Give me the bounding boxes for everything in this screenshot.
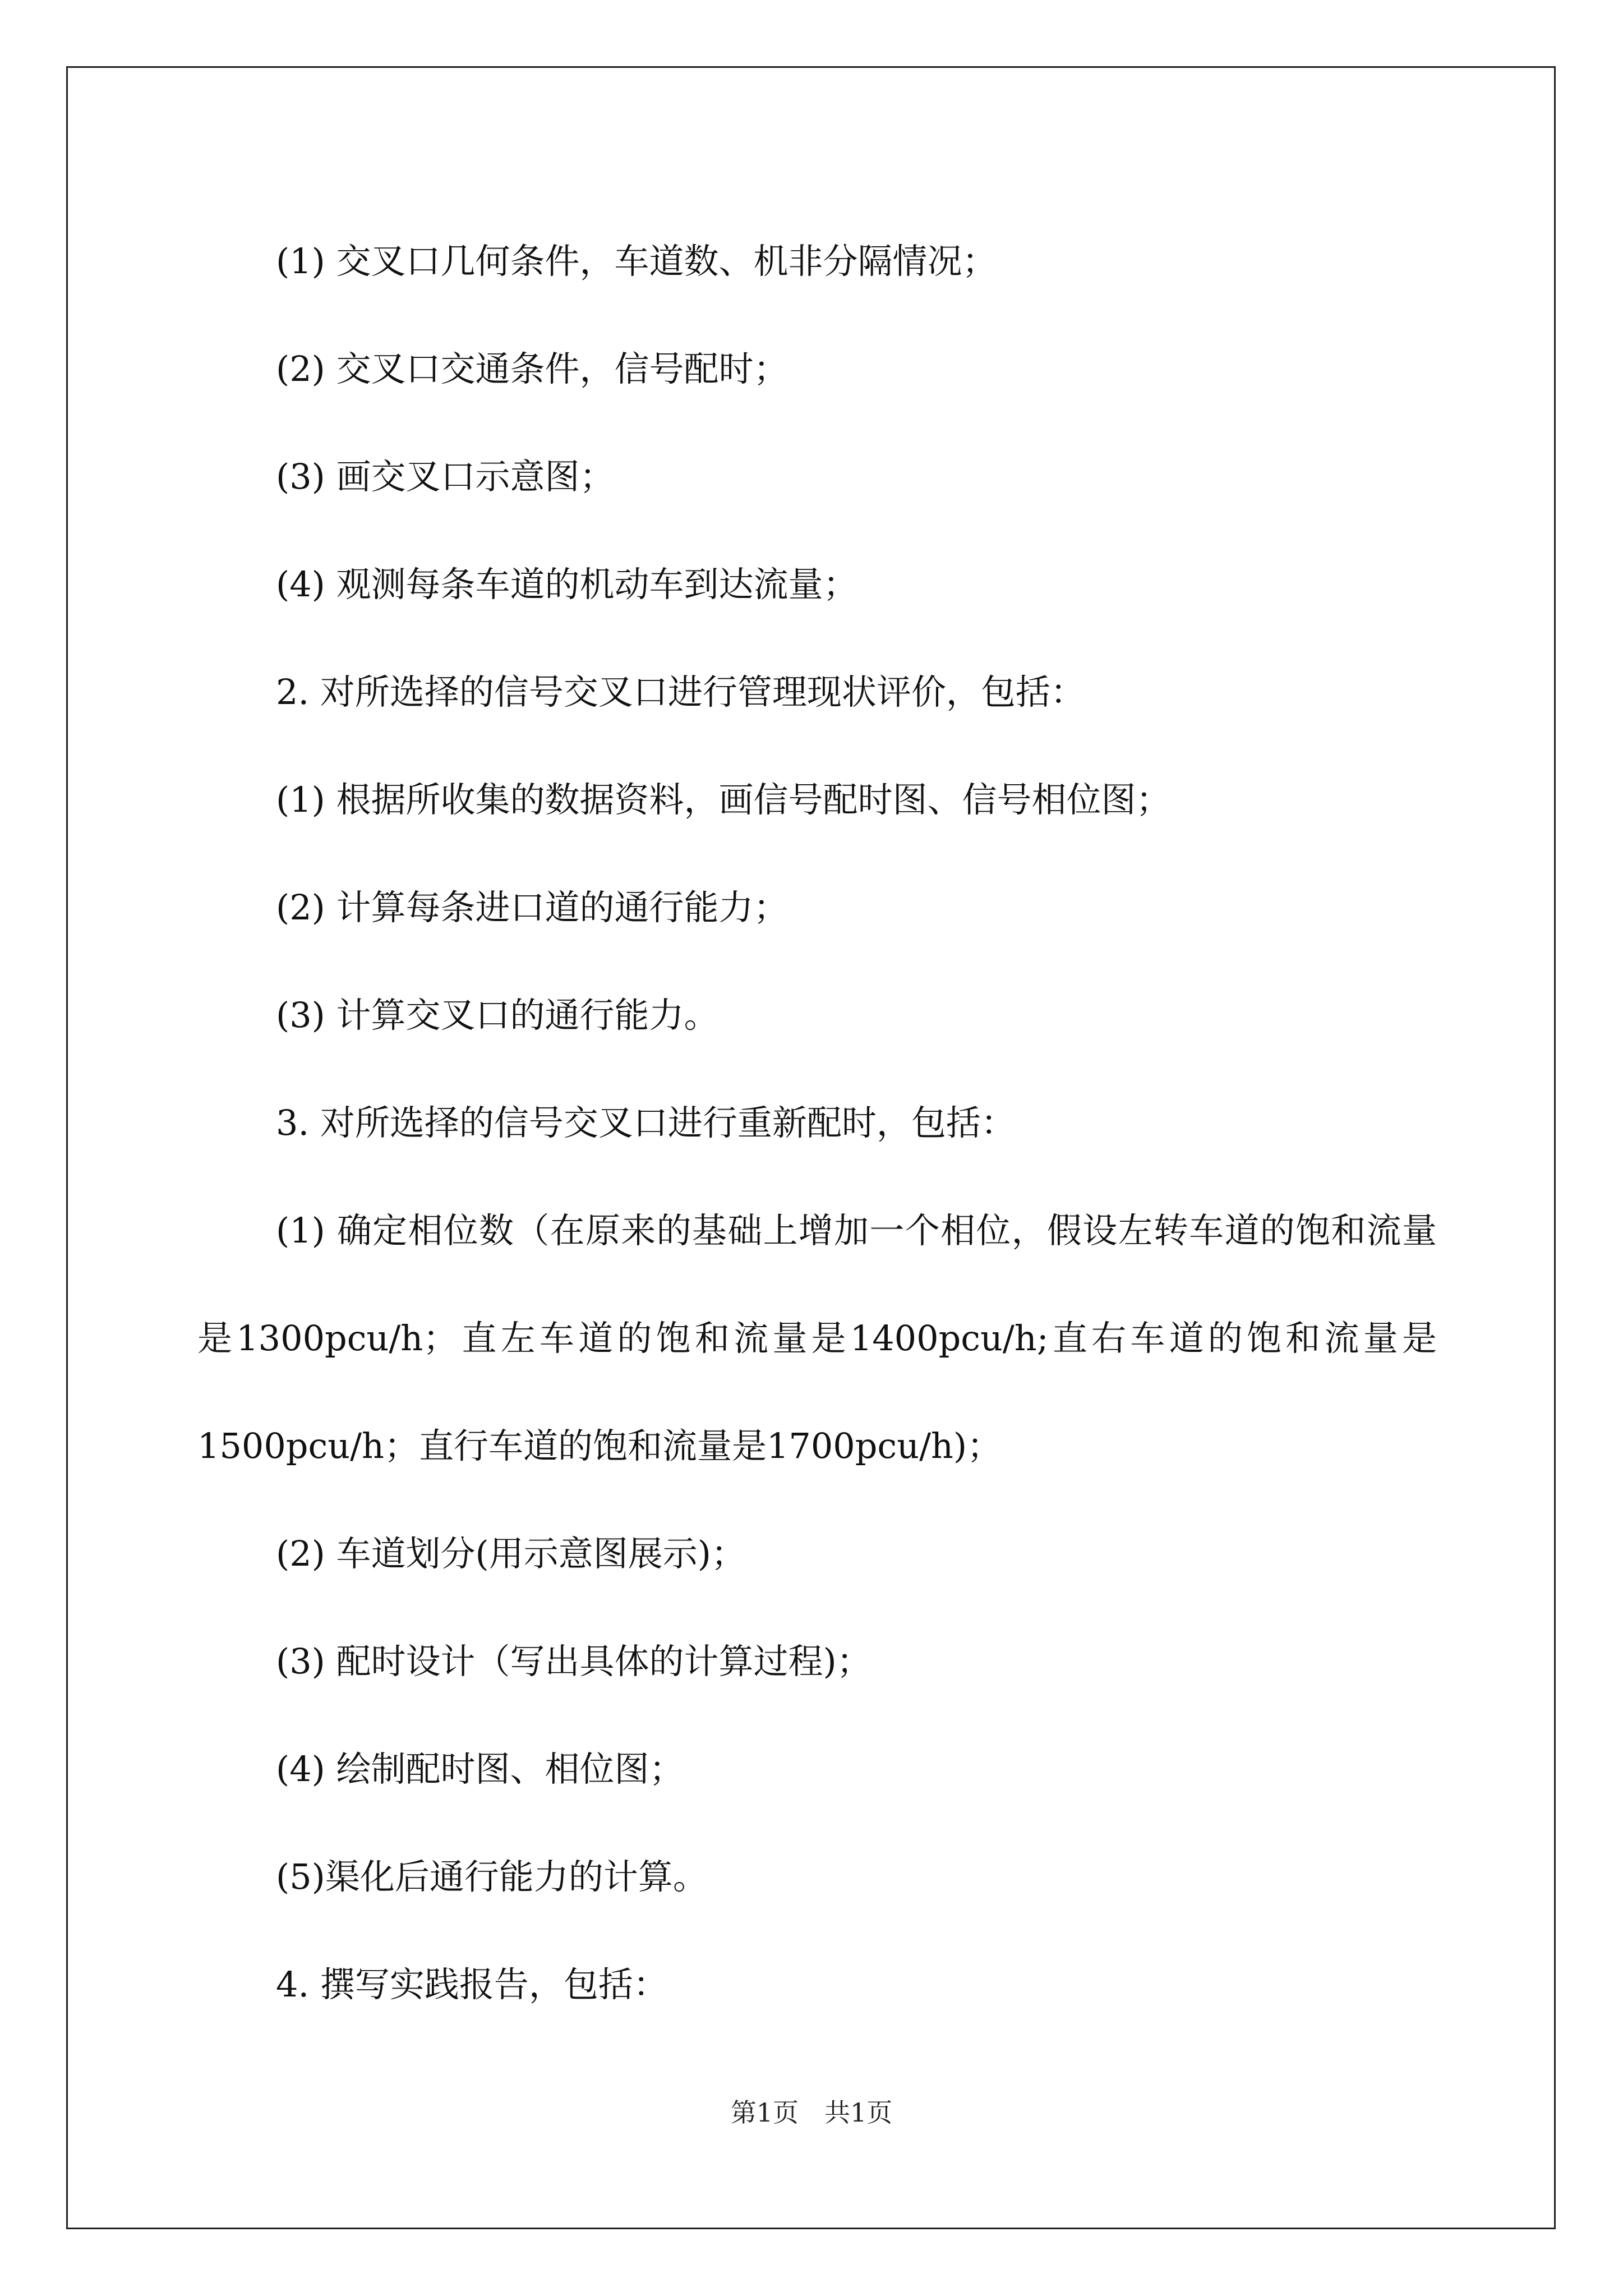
paragraph: 3. 对所选择的信号交叉口进行重新配时，包括： — [276, 1102, 1016, 1143]
paragraph: (2) 车道划分(用示意图展示)； — [276, 1533, 746, 1574]
paragraph: 2. 对所选择的信号交叉口进行管理现状评价，包括： — [276, 671, 1085, 712]
document-body — [197, 208, 1437, 2039]
paragraph: (3) 画交叉口示意图； — [276, 456, 615, 497]
paragraph: (4) 观测每条车道的机动车到达流量； — [276, 564, 858, 605]
page-footer: 第1页 共1页 — [730, 2097, 893, 2128]
paragraph: (1) 确定相位数（在原来的基础上增加一个相位，假设左转车道的饱和流量是1300pcu/h；直左车道的饱和流量是1400pcu/h;直右车道的饱和流量是1500pcu/h；直行车道的饱和流量是1700pcu/h)； — [197, 1210, 1437, 1466]
paragraph: (2) 交叉口交通条件，信号配时； — [276, 348, 789, 389]
paragraph: (1) 根据所收集的数据资料，画信号配时图、信号相位图； — [276, 779, 1171, 820]
paragraph: (4) 绘制配时图、相位图； — [276, 1749, 684, 1789]
paragraph: (3) 配时设计（写出具体的计算过程)； — [276, 1641, 872, 1682]
paragraph: (5)渠化后通行能力的计算。 — [276, 1856, 708, 1897]
paragraph: (3) 计算交叉口的通行能力。 — [276, 995, 719, 1036]
paragraph: 4. 撰写实践报告，包括： — [276, 1964, 668, 2005]
paragraph: (2) 计算每条进口道的通行能力； — [276, 887, 789, 928]
paragraph: (1) 交叉口几何条件，车道数、机非分隔情况； — [276, 241, 997, 282]
